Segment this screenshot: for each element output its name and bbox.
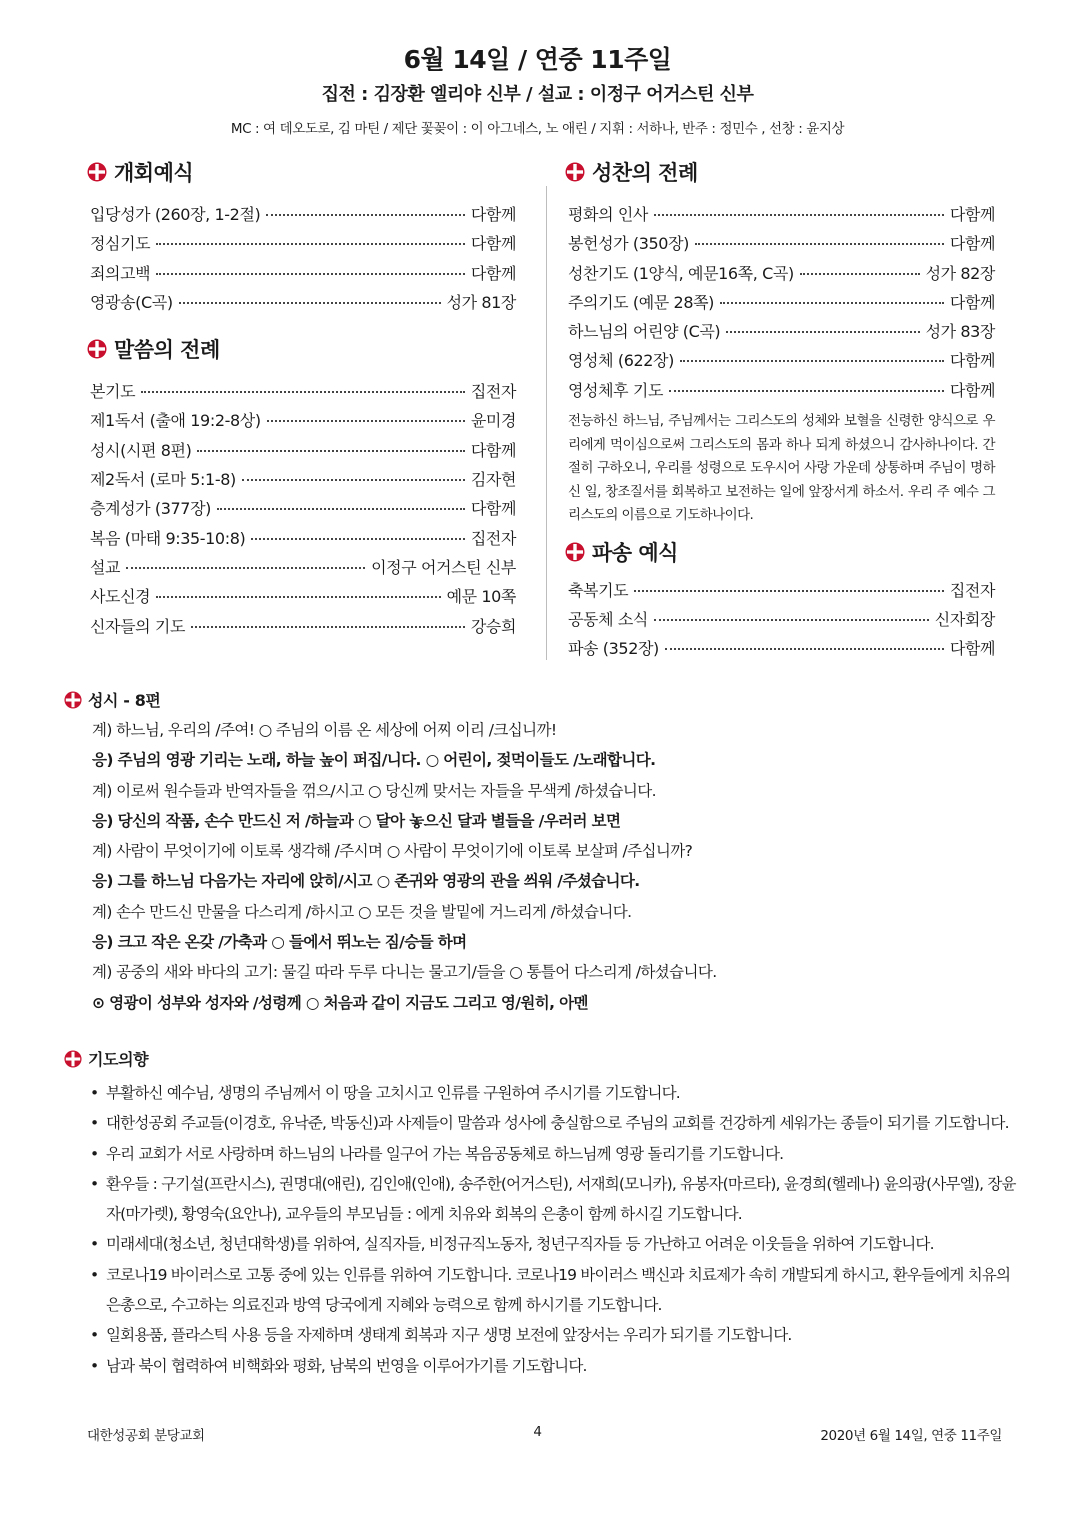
section-heading [87,333,516,365]
order-item-label: 층계성가 (377장) [90,499,211,519]
order-item-value: 다함께 [949,351,995,371]
order-item-label: 본기도 [90,382,136,402]
dot-leader [251,538,465,540]
cross-in-circle-icon [87,162,107,182]
psalm-verse-line: 계) 사람이 무엇이기에 이토록 생각해 /주시며 ○ 사람이 무엇이기에 이토록 보살펴 /주십니까? [92,842,693,861]
post-communion-prayer: 전능하신 하느님, 주님께서는 그리스도의 성체와 보혈을 신령한 양식으로 우리에게 먹이심으로써 그리스도의 몸과 하나 되게 하셨으니 감사하나이다. 간절히 구하오니, 우리를 성령으로 도우시어 사랑 가운데 상통하며 주님이 명하신 일, 창조질서를 회복하고 보전하는 일에 앞장서게 하소서. 우리 주 예수 그리스도의 이름으로 기도하나이다. [568,413,995,524]
dot-leader [156,243,465,245]
opening-section [90,156,516,319]
dot-leader [665,648,944,650]
column-divider [546,186,547,660]
section-heading [565,156,995,188]
order-item-label: 정심기도 [90,234,151,254]
dot-leader [720,302,944,304]
intention-item: • 대한성공회 주교들(이경호, 유낙준, 박동신)과 사제들이 말씀과 성사에 충실함으로 주님의 교회를 건강하게 세워가는 종들이 되기를 기도합니다. [90,1108,1024,1138]
section-heading-text: 성찬의 전례 [592,161,698,185]
order-item-label: 공동체 소식 [568,609,648,629]
intention-item: • 미래세대(청소년, 청년대학생)를 위하여, 실직자들, 비정규직노동자, 청년구직자들 등 가난하고 어려운 이웃들을 위하여 기도합니다. [90,1229,1024,1259]
dot-leader [654,619,929,621]
order-item-value: 다함께 [470,440,516,460]
order-item-value: 성가 82장 [925,263,995,283]
psalm-response-line: 응) 당신의 작품, 손수 만드신 저 /하늘과 ○ 달아 놓으신 달과 별들을 /우러러 보면 [92,811,621,830]
dot-leader [695,243,944,245]
psalm-response-line: 응) 그를 하느님 다음가는 자리에 앉히/시고 ○ 존귀와 영광의 관을 씌워 /주셨습니다. [92,872,640,891]
order-item-label: 제2독서 (로마 5:1-8) [90,470,236,490]
cross-in-circle-icon [64,691,82,709]
order-item-value: 성가 83장 [925,322,995,342]
page-number: 4 [533,1424,542,1440]
order-item-value: 다함께 [949,205,995,224]
intentions-list [64,1078,1024,1381]
dot-leader [266,214,464,216]
intention-item: • 환우들 : 구기설(프란시스), 권명대(애린), 김인애(인애), 송주한(어거스틴), 서재희(모니카), 유봉자(마르타), 윤경희(헬레나) 윤의광(사무엘), 장윤자(마가렛), 황영숙(요안나), 교우들의 부모님들 : 에게 치유와 회복의 은총이 함께 하시길 기도합니다. [90,1169,1024,1230]
opening-items [90,202,516,319]
order-item-value: 성가 81장 [446,292,516,312]
order-row [90,496,516,525]
dot-leader [179,302,441,304]
psalm-heading [64,688,1024,711]
cross-in-circle-icon [565,542,585,562]
order-item-label: 성시(시편 8편) [90,440,192,460]
order-row [90,231,516,260]
order-item-value: 신자회장 [934,609,995,629]
order-row [568,378,995,407]
dot-leader [634,590,944,592]
footer-church-name: 대한성공회 분당교회 [87,1428,205,1444]
order-item-value: 집전자 [470,382,516,402]
order-row [568,578,995,607]
order-item-label: 파송 (352장) [568,639,659,659]
order-item-label: 주의기도 (예문 28쪽) [568,292,715,312]
order-item-value: 김자현 [470,470,516,490]
dot-leader [680,360,944,362]
dot-leader [654,214,944,216]
eucharist-items [568,202,995,407]
order-row [568,231,995,260]
order-item-value: 다함께 [470,263,516,283]
intention-item: • 남과 북이 협력하여 비핵화와 평화, 남북의 번영을 이루어가기를 기도합니다. [90,1351,1024,1381]
dot-leader [669,390,944,392]
dot-leader [156,596,440,598]
dot-leader [242,479,465,481]
intention-item: • 코로나19 바이러스로 고통 중에 있는 인류를 위하여 기도합니다. 코로나19 바이러스 백신과 치료제가 속히 개발되게 하시고, 환우들에게 치유의 은총으로, 수고하는 의료진과 방역 당국에게 지혜와 능력으로 함께 하시기를 기도합니다. [90,1260,1024,1321]
order-item-value: 다함께 [470,234,516,254]
section-heading-text: 개회예식 [114,161,194,185]
order-item-value: 다함께 [949,639,995,659]
intentions-section [64,1047,1024,1381]
order-row [568,348,995,377]
dot-leader [126,567,365,569]
dismissal-section [568,536,995,666]
section-heading [87,156,516,188]
order-row [568,607,995,636]
dot-leader [197,450,464,452]
psalm-verse-line: 계) 하느님, 우리의 /주여! ○ 주님의 이름 온 세상에 어찌 이리 /크십니까! [92,721,557,739]
order-item-label: 영성체후 기도 [568,380,664,400]
psalm-response-line: 응) 주님의 영광 기리는 노래, 하늘 높이 퍼집/니다. ○ 어린이, 젖먹이들도 /노래합니다. [92,751,656,770]
order-item-value: 다함께 [949,234,995,254]
section-heading-text: 파송 예식 [592,540,678,565]
order-item-label: 신자들의 기도 [90,616,186,636]
section-heading [565,536,995,568]
order-row [90,438,516,467]
order-row [90,379,516,408]
psalm-response-line: 응) 크고 작은 온갖 /가축과 ○ 들에서 뛰노는 짐/승들 하며 [92,933,467,952]
order-row [90,202,516,231]
order-item-label: 하느님의 어린양 (C곡) [568,322,721,342]
order-item-value: 다함께 [470,499,516,519]
footer-date: 2020년 6월 14일, 연중 11주일 [820,1428,1002,1444]
page-title: 6월 14일 / 연중 11주일 [403,45,672,74]
intention-item: • 우리 교회가 서로 사랑하며 하느님의 나라를 일구어 가는 복음공동체로 하느님께 영광 돌리기를 기도합니다. [90,1139,1024,1169]
left-column [90,156,516,643]
order-item-label: 축복기도 [568,580,629,600]
word-section [90,333,516,643]
intentions-heading [64,1047,1024,1070]
order-item-label: 영성체 (622장) [568,351,674,371]
dot-leader [217,508,465,510]
psalm-lines [92,715,1024,1018]
intention-item: • 일회용품, 플라스틱 사용 등을 자제하며 생태계 회복과 지구 생명 보전에 앞장서는 우리가 되기를 기도합니다. [90,1320,1024,1350]
psalm-heading-text: 성시 - 8편 [88,691,161,710]
order-row [90,467,516,496]
intentions-heading-text: 기도의향 [88,1050,149,1069]
cross-in-circle-icon [64,1050,82,1068]
order-item-label: 영광송(C곡) [90,292,173,312]
psalm-verse-line: 계) 이로써 원수들과 반역자들을 꺾으/시고 ○ 당신께 맞서는 자들을 무색케 /하셨습니다. [92,781,656,800]
intention-item: • 부활하신 예수님, 생명의 주님께서 이 땅을 고치시고 인류를 구원하여 주시기를 기도합니다. [90,1078,1024,1108]
order-row [90,408,516,437]
order-row [90,584,516,613]
dot-leader [726,331,919,333]
page-subtitle: 집전 : 김장환 엘리야 신부 / 설교 : 이정구 어거스틴 신부 [321,84,754,105]
order-item-label: 죄의고백 [90,263,151,283]
order-row [568,290,995,319]
order-item-value: 강승희 [470,616,516,636]
dot-leader [156,273,465,275]
cross-in-circle-icon [87,339,107,359]
dot-leader [191,626,465,628]
dot-leader [141,391,465,393]
word-items [90,379,516,643]
section-heading-text: 말씀의 전례 [114,338,220,363]
order-item-value: 다함께 [949,380,995,400]
order-row [90,555,516,584]
order-row [90,614,516,643]
order-item-value: 윤미경 [470,411,516,431]
psalm-response-line: ⊙ 영광이 성부와 성자와 /성령께 ○ 처음과 같이 지금도 그리고 영/원히, 아멘 [92,993,588,1012]
order-item-value: 다함께 [949,292,995,312]
order-row [568,319,995,348]
order-row [568,202,995,231]
order-item-label: 제1독서 (출애 19:2-8상) [90,411,261,431]
psalm-verse-line: 계) 손수 만드신 만물을 다스리게 /하시고 ○ 모든 것을 발밑에 거느리게 /하셨습니다. [92,902,632,921]
order-item-value: 집전자 [949,580,995,600]
order-row [568,636,995,665]
order-item-label: 설교 [90,557,121,577]
order-item-label: 성찬기도 (1양식, 예문16쪽, C곡) [568,263,794,283]
psalm-verse-line: 계) 공중의 새와 바다의 고기: 물길 따라 두루 다니는 물고기/들을 ○ 통틀어 다스리게 /하셨습니다. [92,963,717,982]
order-row [90,261,516,290]
ministers-line: MC : 여 데오도로, 김 마틴 / 제단 꽃꽂이 : 이 아그네스, 노 애린 / 지휘 : 서하나, 반주 : 정민수 , 선창 : 윤지상 [230,121,845,137]
dot-leader [800,273,920,275]
order-item-value: 이정구 어거스틴 신부 [371,557,516,577]
dot-leader [267,420,465,422]
order-item-label: 복음 (마태 9:35-10:8) [90,528,246,548]
order-item-label: 평화의 인사 [568,205,648,224]
order-item-value: 다함께 [470,205,516,224]
order-item-value: 예문 10쪽 [446,587,516,607]
order-item-value: 집전자 [470,528,516,548]
order-item-label: 봉헌성가 (350장) [568,234,689,254]
psalm-section [64,688,1024,1018]
order-item-label: 입당성가 (260장, 1-2절) [90,205,261,224]
dismissal-items [568,578,995,666]
right-column [568,156,995,665]
order-item-label: 사도신경 [90,587,151,607]
eucharist-section [568,156,995,528]
cross-in-circle-icon [565,162,585,182]
order-row [90,526,516,555]
order-row [568,261,995,290]
order-row [90,290,516,319]
